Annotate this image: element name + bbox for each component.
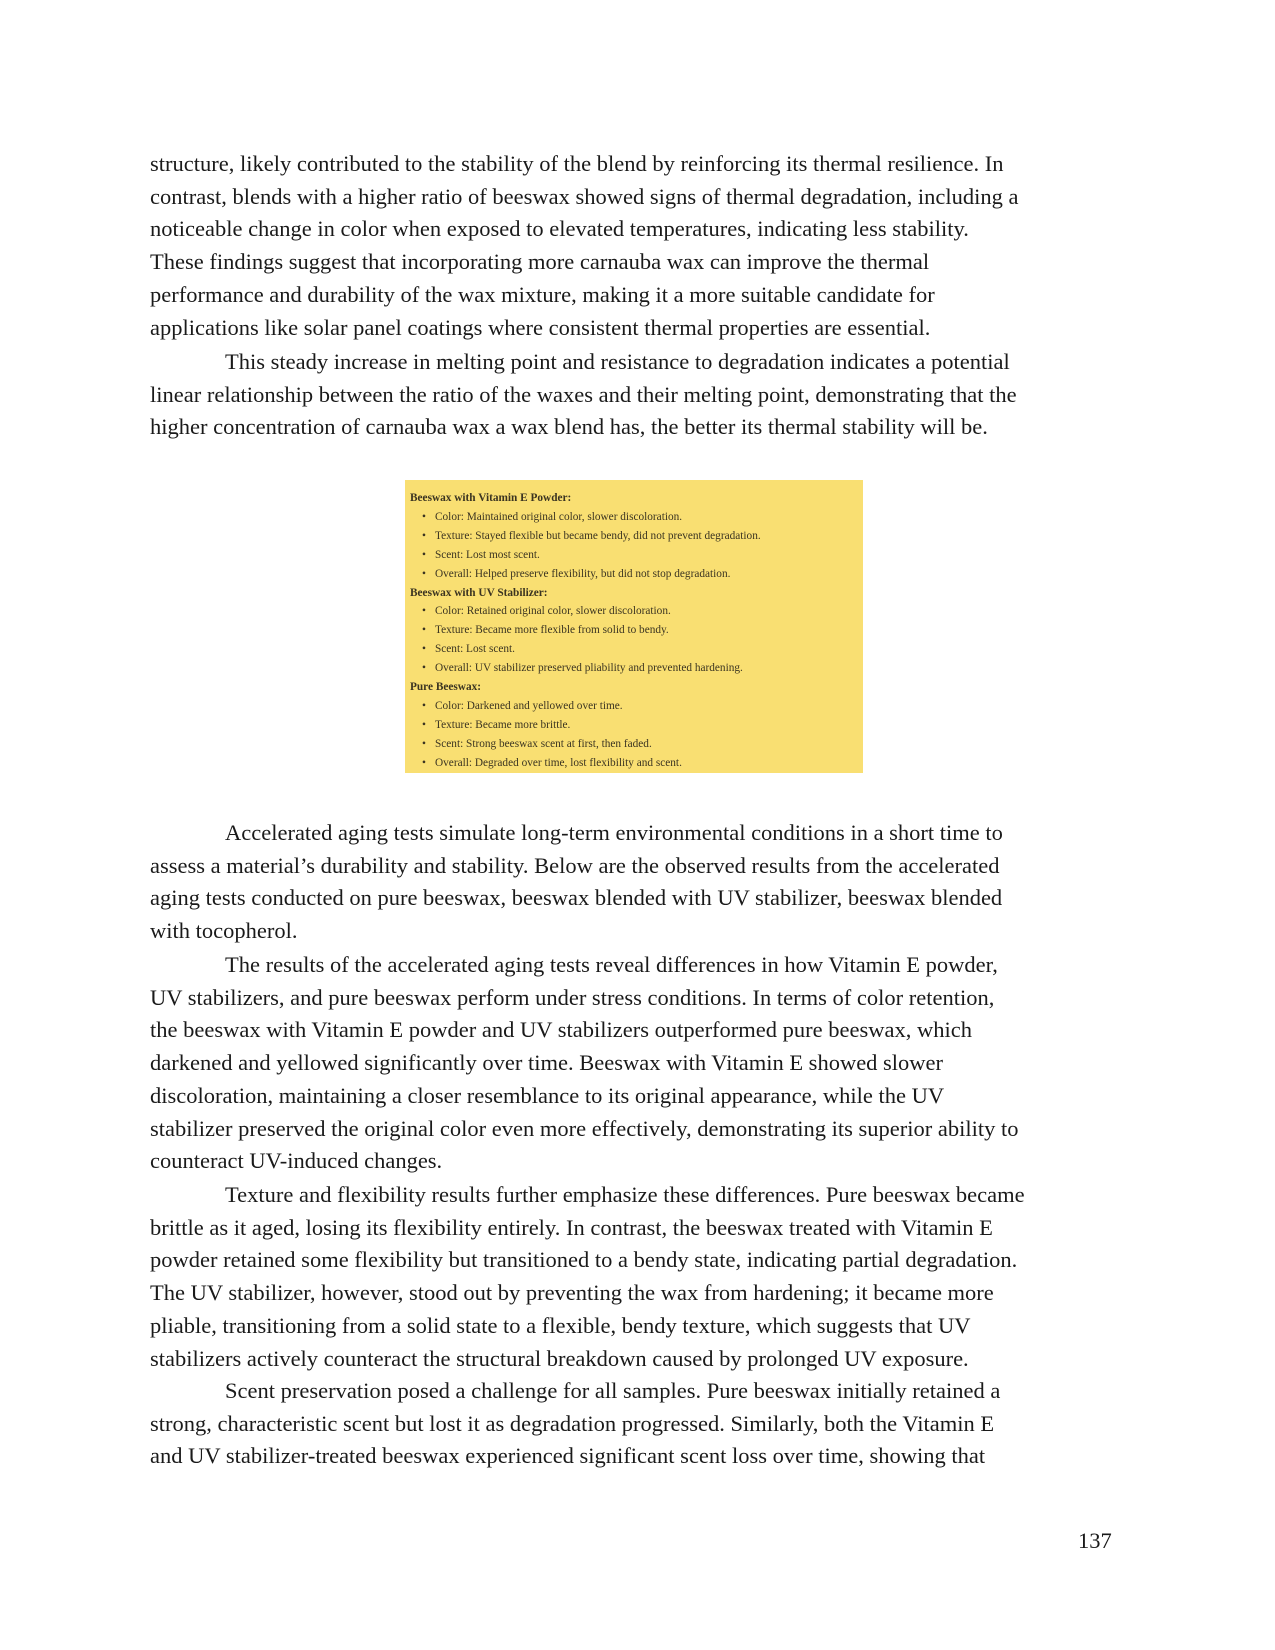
paragraph-color-retention — [150, 949, 1125, 1178]
text-line: noticeable change in color when exposed to elevated temperatures, indicating less stability. — [150, 216, 969, 242]
list-item-text: Overall: UV stabilizer preserved pliability and prevented hardening. — [435, 662, 743, 675]
text-line: aging tests conducted on pure beeswax, beeswax blended with UV stabilizer, beeswax blended — [150, 885, 1003, 911]
text-line: higher concentration of carnauba wax a wax blend has, the better its thermal stability will be. — [150, 414, 988, 440]
list-item — [422, 754, 863, 773]
figure-list-uv-stabilizer — [410, 602, 863, 678]
figure-heading-pure-beeswax: Pure Beeswax: — [410, 681, 482, 694]
list-item — [422, 735, 863, 754]
text-line: brittle as it aged, losing its flexibility entirely. In contrast, the beeswax treated with Vitamin E — [150, 1214, 993, 1240]
bullet-icon: • — [422, 756, 426, 769]
list-item-text: Scent: Lost most scent. — [435, 548, 540, 561]
text-line: This steady increase in melting point and resistance to degradation indicates a potential — [225, 349, 1010, 374]
list-item — [422, 565, 863, 584]
text-line: pliable, transitioning from a solid state to a flexible, bendy texture, which suggests that UV — [150, 1312, 971, 1338]
bullet-icon: • — [422, 529, 426, 542]
text-line: counteract UV-induced changes. — [150, 1148, 443, 1174]
text-line: performance and durability of the wax mixture, making it a more suitable candidate for — [150, 281, 935, 307]
bullet-icon: • — [422, 718, 426, 731]
list-item-text: Texture: Became more flexible from solid to bendy. — [435, 624, 669, 637]
list-item-text: Scent: Lost scent. — [435, 643, 516, 656]
aging-results-figure — [405, 480, 863, 773]
paragraph-linear-relationship — [150, 346, 1125, 444]
list-item-text: Color: Retained original color, slower discoloration. — [435, 605, 671, 618]
text-line: The UV stabilizer, however, stood out by preventing the wax from hardening; it became more — [150, 1280, 994, 1306]
list-item-text: Texture: Stayed flexible but became bendy, did not prevent degradation. — [435, 529, 761, 542]
bullet-icon: • — [422, 662, 426, 675]
bullet-icon: • — [422, 624, 426, 637]
figure-heading-vitamin-e: Beeswax with Vitamin E Powder: — [410, 492, 572, 504]
list-item-text: Overall: Helped preserve flexibility, but did not stop degradation. — [435, 567, 731, 580]
bullet-icon: • — [422, 548, 426, 561]
text-line: assess a material’s durability and stability. Below are the observed results from the accelerated — [150, 852, 1000, 878]
text-line: darkened and yellowed significantly over time. Beeswax with Vitamin E showed slower — [150, 1050, 944, 1076]
list-item — [422, 602, 863, 621]
list-item-text: Color: Maintained original color, slower discoloration. — [435, 510, 683, 523]
text-line: the beeswax with Vitamin E powder and UV stabilizers outperformed pure beeswax, which — [150, 1017, 972, 1043]
figure-list-vitamin-e — [410, 508, 863, 584]
list-item-text: Texture: Became more brittle. — [435, 718, 571, 731]
text-line: strong, characteristic scent but lost it as degradation progressed. Similarly, both the Vitamin E — [150, 1410, 995, 1436]
paragraph-thermal-stability — [150, 148, 1125, 344]
paragraph-scent-preservation — [150, 1375, 1125, 1473]
list-item-text: Overall: Degraded over time, lost flexibility and scent. — [435, 756, 682, 769]
list-item — [422, 621, 863, 640]
text-line: contrast, blends with a higher ratio of beeswax showed signs of thermal degradation, including a — [150, 183, 1019, 209]
text-line: Scent preservation posed a challenge for all samples. Pure beeswax initially retained a — [225, 1378, 1001, 1403]
list-item — [422, 508, 863, 527]
text-line: UV stabilizers, and pure beeswax perform under stress conditions. In terms of color retention, — [150, 984, 995, 1010]
bullet-icon: • — [422, 510, 426, 523]
list-item — [422, 527, 863, 546]
text-line: applications like solar panel coatings where consistent thermal properties are essential. — [150, 314, 931, 340]
list-item — [422, 697, 863, 716]
list-item-text: Color: Darkened and yellowed over time. — [435, 699, 623, 712]
page-number: 137 — [1078, 1528, 1112, 1553]
text-line: discoloration, maintaining a closer resemblance to its original appearance, while the UV — [150, 1082, 945, 1108]
figure-list-pure-beeswax — [410, 697, 863, 773]
paragraph-texture-flexibility — [150, 1179, 1125, 1375]
list-item — [422, 640, 863, 659]
list-item — [422, 659, 863, 678]
text-line: structure, likely contributed to the stability of the blend by reinforcing its thermal resilience. In — [150, 151, 1004, 176]
list-item-text: Scent: Strong beeswax scent at first, then faded. — [435, 737, 652, 750]
figure-heading-uv-stabilizer: Beeswax with UV Stabilizer: — [410, 586, 548, 599]
bullet-icon: • — [422, 643, 426, 656]
bullet-icon: • — [422, 567, 426, 580]
list-item — [422, 716, 863, 735]
text-line: stabilizer preserved the original color even more effectively, demonstrating its superior ability to — [150, 1115, 1019, 1141]
text-line: with tocopherol. — [150, 918, 298, 944]
text-line: Texture and flexibility results further emphasize these differences. Pure beeswax became — [225, 1182, 1025, 1207]
bullet-icon: • — [422, 737, 426, 750]
text-line: stabilizers actively counteract the structural breakdown caused by prolonged UV exposure. — [150, 1345, 969, 1371]
text-line: and UV stabilizer-treated beeswax experienced significant scent loss over time, showing that — [150, 1443, 986, 1469]
bullet-icon: • — [422, 605, 426, 618]
paragraph-accelerated-aging — [150, 817, 1125, 948]
bullet-icon: • — [422, 699, 426, 712]
text-line: Accelerated aging tests simulate long-term environmental conditions in a short time to — [225, 820, 1003, 845]
text-line: powder retained some flexibility but transitioned to a bendy state, indicating partial degradation. — [150, 1247, 1018, 1273]
text-line: The results of the accelerated aging tests reveal differences in how Vitamin E powder, — [225, 952, 998, 977]
list-item — [422, 546, 863, 565]
text-line: These findings suggest that incorporating more carnauba wax can improve the thermal — [150, 249, 930, 275]
text-line: linear relationship between the ratio of the waxes and their melting point, demonstrating that the — [150, 381, 1017, 407]
